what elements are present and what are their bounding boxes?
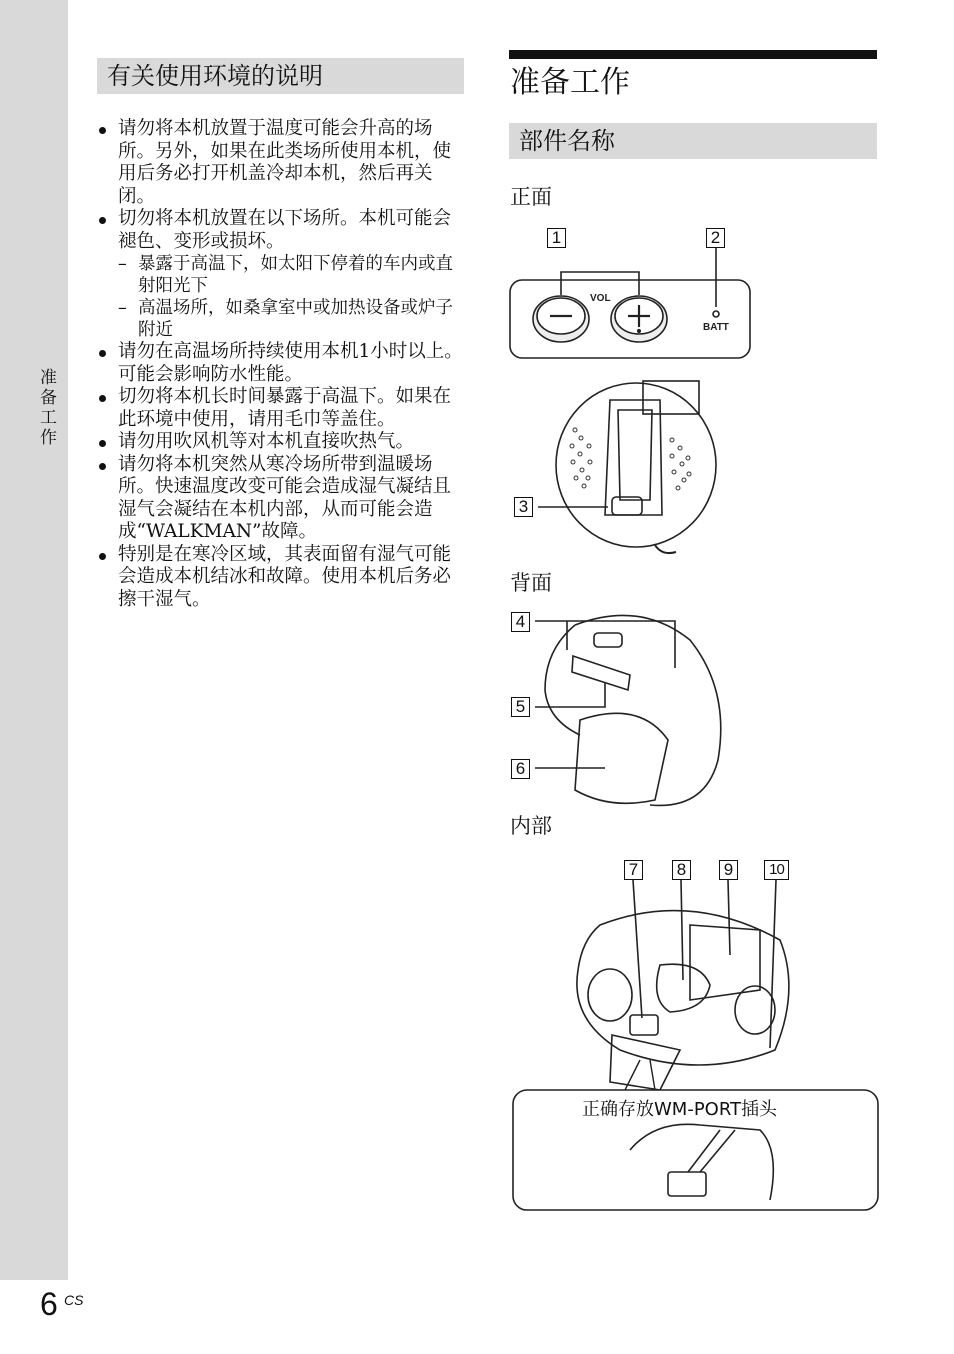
inside-player-bay <box>690 925 760 1000</box>
callout-5: 5 <box>511 697 530 717</box>
device-inside-body <box>577 911 789 1065</box>
wm-port-plug <box>630 1015 658 1035</box>
view-label-back: 背面 <box>510 571 552 595</box>
callout-4: 4 <box>511 612 530 632</box>
back-clip-slot <box>572 656 630 690</box>
list-item-text: 特别是在寒冷区域，其表面留有湿气可能会造成本机结冰和故障。使用本机后务必擦干湿气。 <box>118 543 452 610</box>
callout-2: 2 <box>706 228 725 248</box>
inset-caption: 正确存放WM-PORT插头 <box>582 1099 778 1120</box>
list-item-text: 请勿在高温场所持续使用本机1小时以上。可能会影响防水性能。 <box>118 341 463 385</box>
callout-7: 7 <box>624 860 643 880</box>
section-heading-parts: 部件名称 <box>509 123 877 159</box>
list-item-text: 请勿用吹风机等对本机直接吹热气。 <box>118 431 415 452</box>
callout-10: 10 <box>764 860 789 880</box>
page-suffix: CS <box>64 1292 84 1308</box>
callout-3: 3 <box>514 497 533 517</box>
list-item-text: 切勿将本机放置在以下场所。本机可能会褪色、变形或损坏。 <box>118 208 452 252</box>
callout-8: 8 <box>672 860 691 880</box>
batt-led-icon <box>713 311 719 317</box>
callout-1: 1 <box>547 228 566 248</box>
list-item-text: 请勿将本机突然从寒冷场所带到温暖场所。快速温度改变可能会造成湿气凝结且湿气会凝结在本机内部，从而可能会造成“WALKMAN”故障。 <box>118 453 452 542</box>
leader-line-7 <box>633 880 642 1018</box>
chapter-title: 准备工作 <box>510 65 630 100</box>
list-item-text: 请勿将本机放置于温度可能会升高的场所。另外，如果在此类场所使用本机，使用后务必打开机盖冷却本机，然后再关闭。 <box>118 118 452 207</box>
callout-9: 9 <box>719 860 738 880</box>
leader-line-1 <box>561 272 639 295</box>
callout-6: 6 <box>511 759 530 779</box>
batt-label: BATT <box>703 322 729 333</box>
list-item-text: 切勿将本机长时间暴露于高温下。如果在此环境中使用，请用毛巾等盖住。 <box>118 386 452 430</box>
page-number: 6 <box>40 1286 58 1322</box>
speaker-grille <box>570 428 691 490</box>
back-stand <box>575 713 668 803</box>
view-label-inside: 内部 <box>510 814 552 838</box>
sub-list-item: – 暴露于高温下，如太阳下停着的车内或直射阳光下 <box>118 253 468 297</box>
leader-line-9 <box>728 880 730 955</box>
leader-line-10 <box>770 880 776 1048</box>
device-back-body <box>575 615 721 805</box>
device-front-body <box>556 383 716 547</box>
sub-list-item: – 高温场所，如桑拿室中或加热设备或炉子附近 <box>118 297 468 341</box>
panel-detail-box <box>643 381 699 414</box>
view-label-front: 正面 <box>510 185 552 209</box>
vol-label: VOL <box>590 293 611 304</box>
leader-line-4 <box>535 621 675 668</box>
side-tab-label: 准备工作 <box>36 368 56 448</box>
section-heading-environment: 有关使用环境的说明 <box>97 58 464 94</box>
